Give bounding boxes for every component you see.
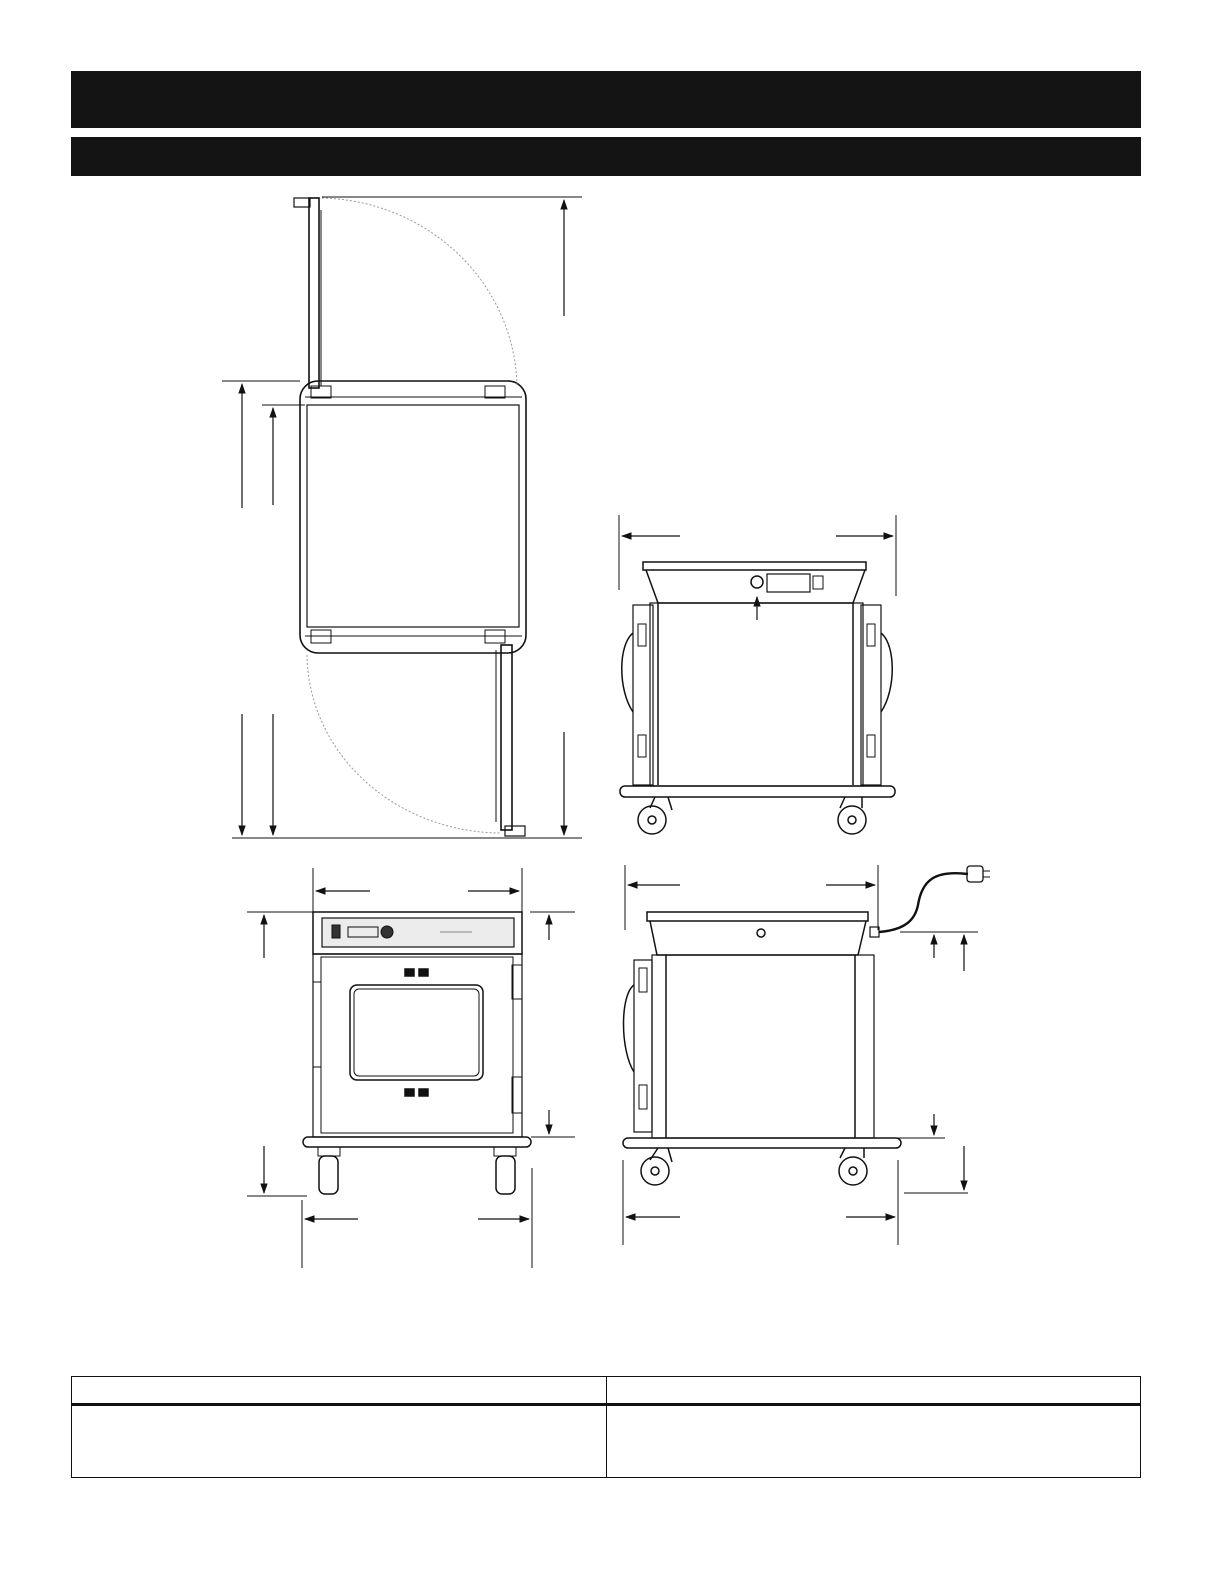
- table-cell: [606, 1405, 1141, 1478]
- plan-view: [222, 197, 582, 838]
- control-panel: [322, 918, 514, 947]
- rear-view: [619, 515, 896, 834]
- plug-icon: [967, 866, 983, 882]
- power-cord: [879, 873, 968, 932]
- plan-lower-door: [501, 645, 512, 830]
- plan-cabinet-outline: [300, 381, 526, 653]
- table-header-row: [72, 1377, 1141, 1405]
- upper-swing-arc: [322, 198, 517, 386]
- power-switch-icon: [332, 925, 340, 938]
- table-header-cell: [72, 1377, 607, 1405]
- control-knob-icon: [381, 926, 393, 938]
- table-row: [72, 1405, 1141, 1478]
- spec-table: [71, 1376, 1141, 1478]
- plan-cabinet-inner: [307, 405, 519, 627]
- plan-upper-door: [309, 198, 319, 388]
- front-view: [247, 868, 575, 1268]
- lower-swing-arc: [307, 655, 500, 833]
- table-cell: [72, 1405, 607, 1478]
- door-window: [350, 985, 483, 1080]
- table-header-cell: [606, 1377, 1141, 1405]
- side-view: [623, 865, 990, 1245]
